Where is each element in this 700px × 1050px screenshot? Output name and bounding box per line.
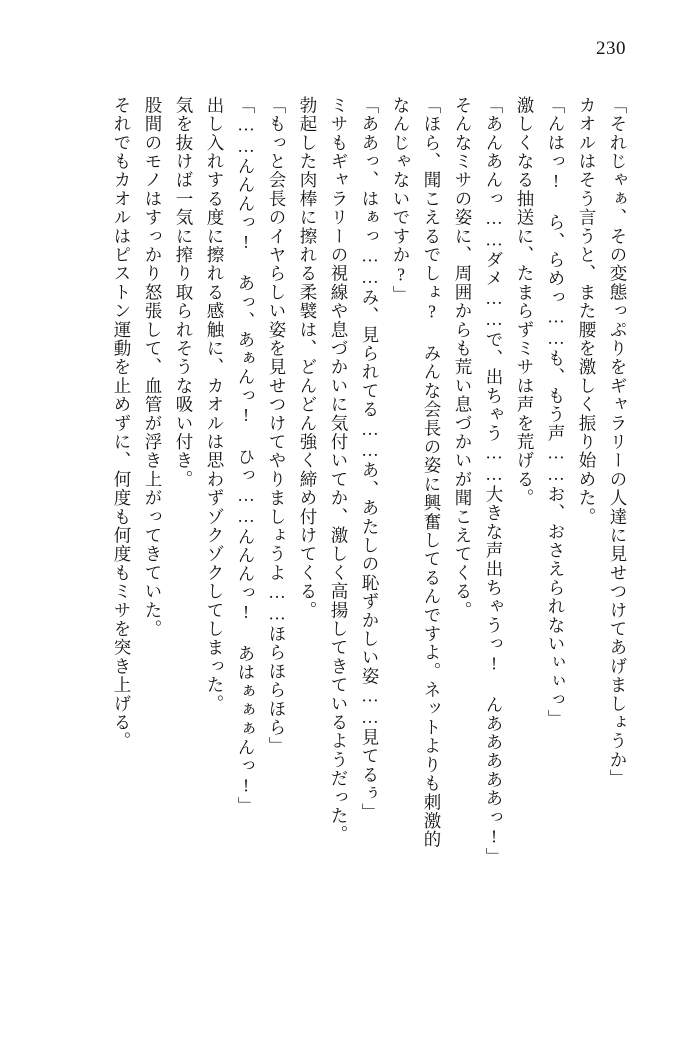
text-line: 「ほら、聞こえるでしょ? みんな会長の姿に興奮してるんですよ。ネットよりも刺激的	[422, 96, 442, 849]
text-line: 出し入れする度に擦れる感触に、カオルは思わずゾクゾクしてしまった。	[205, 96, 225, 714]
text-line: 「もっと会長のイヤらしい姿を見せつけてやりましょうよ……ほらほらほら」	[267, 96, 287, 756]
text-line: 「ああっ、はぁっ……み、見られてる……あ、あたしの恥ずかしい姿……見てるぅ」	[360, 96, 380, 822]
text-line: それでもカオルはピストン運動を止めずに、何度も何度もミサを突き上げる。	[112, 96, 132, 751]
text-line: カオルはそう言うと、また腰を激しく振り始めた。	[577, 96, 597, 527]
text-line: 「あんあんっ……ダメ……で、出ちゃう……大きな声出ちゃうっ! んあああああっ!」	[484, 96, 504, 867]
page-number: 230	[596, 38, 626, 59]
text-line: ミサもギャラリーの視線や息づかいに気付いてか、激しく高揚してきているようだった。	[329, 96, 349, 844]
text-line: 股間のモノはすっかり怒張して、血管が浮き上がってきていた。	[143, 96, 163, 639]
text-line: 勃起した肉棒に擦れる柔襞は、どんどん強く締め付けてくる。	[298, 96, 318, 620]
text-line: そんなミサの姿に、周囲からも荒い息づかいが聞こえてくる。	[453, 96, 473, 620]
text-line: なんじゃないですか?」	[391, 96, 411, 305]
text-line: 「それじゃぁ、その変態っぷりをギャラリーの人達に見せつけてあげましょうか」	[608, 96, 628, 788]
vertical-text-body	[62, 96, 626, 906]
text-line: 「んはっ! ら、らめっ……も、もう声……お、おさえられないぃぃっ」	[546, 96, 566, 729]
text-line: 激しくなる抽送に、たまらずミサは声を荒げる。	[515, 96, 535, 508]
text-line: 「……んんんっ! あっ、あぁんっ! ひっ……んんんっ! あはぁぁぁんっ!」	[236, 96, 256, 816]
text-line: 気を抜けば一気に搾り取られそうな吸い付き。	[174, 96, 194, 489]
